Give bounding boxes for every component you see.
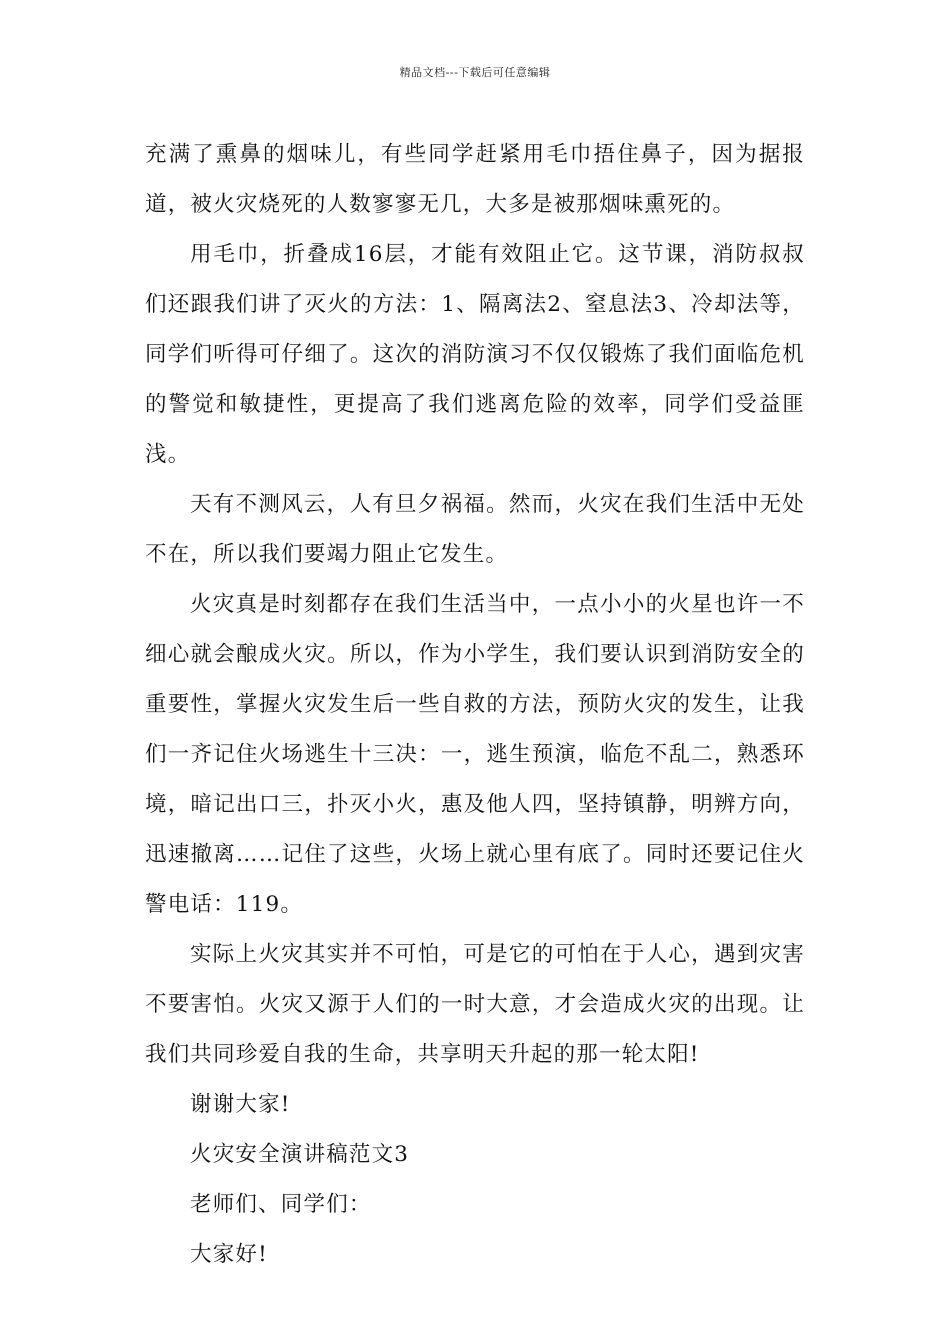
section-title: 火灾安全演讲稿范文3 xyxy=(190,1142,410,1167)
paragraph: 火灾真是时刻都存在我们生活当中，一点小小的火星也许一不细心就会酿成火灾。所以，作为小学生，我们要认识到消防安全的重要性，掌握火灾发生后一些自救的方法，预防火灾的发生，让我们一齐记住火场逃生十三决：一，逃生预演，临危不乱二，熟悉环境，暗记出口三，扑灭小火，惠及他人四，坚持镇静，明辨方向，迅速撤离……记住了这些，火场上就心里有底了。同时还要记住火警电话：119。 xyxy=(145,592,805,917)
paragraph: 实际上火灾其实并不可怕，可是它的可怕在于人心，遇到灾害不要害怕。火灾又源于人们的一时大意，才会造成火灾的出现。让我们共同珍爱自我的生命，共享明天升起的那一轮太阳! xyxy=(145,942,805,1067)
greeting: 大家好! xyxy=(190,1242,268,1267)
paragraph-continuation: 充满了熏鼻的烟味儿，有些同学赶紧用毛巾捂住鼻子，因为据报道，被火灾烧死的人数寥寥无几，大多是被那烟味熏死的。 xyxy=(145,142,805,217)
salutation: 老师们、同学们： xyxy=(190,1192,372,1217)
paragraph: 用毛巾，折叠成16层，才能有效阻止它。这节课，消防叔叔们还跟我们讲了灭火的方法：1、隔离法2、窒息法3、冷却法等，同学们听得可仔细了。这次的消防演习不仅仅锻炼了我们面临危机的警觉和敏捷性，更提高了我们逃离危险的效率，同学们受益匪浅。 xyxy=(145,242,805,467)
closing-line: 谢谢大家! xyxy=(190,1092,291,1117)
paragraph: 天有不测风云，人有旦夕祸福。然而，火灾在我们生活中无处不在，所以我们要竭力阻止它发生。 xyxy=(145,492,805,567)
document-body xyxy=(145,130,805,1280)
page-header: 精品文档---下载后可任意编辑 xyxy=(399,66,551,79)
